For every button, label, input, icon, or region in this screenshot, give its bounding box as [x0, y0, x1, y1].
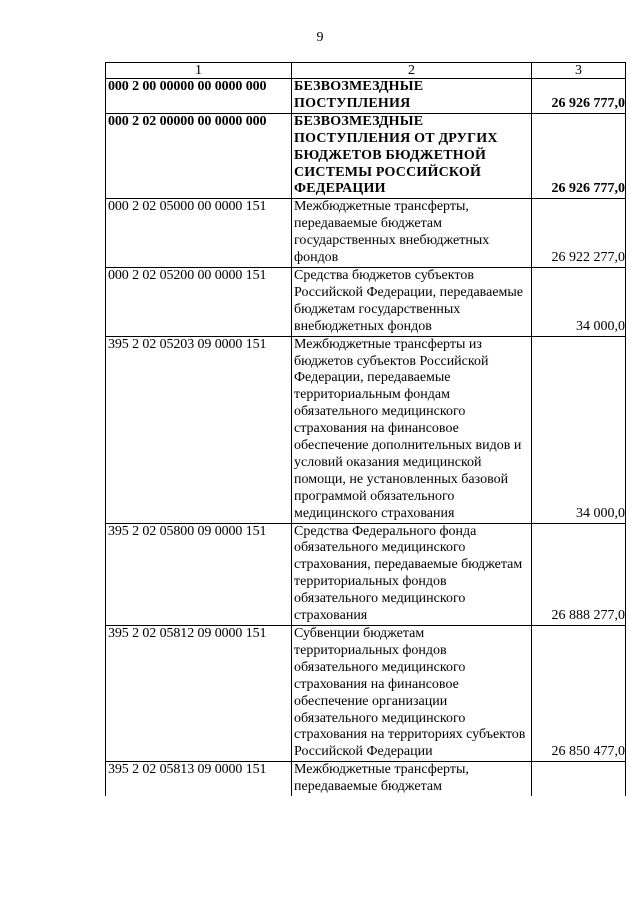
amount-cell: 26 850 477,0 — [532, 626, 626, 762]
item-name-cell: Средства бюджетов субъектов Российской Федерации, передаваемые бюджетам государственных внебюджетных фондов — [292, 267, 532, 336]
table-row — [106, 762, 626, 796]
budget-code-cell: 000 2 02 05000 00 0000 151 — [106, 199, 292, 268]
budget-code-cell: 395 2 02 05812 09 0000 151 — [106, 626, 292, 762]
amount-cell: 26 922 277,0 — [532, 199, 626, 268]
item-name-cell: Межбюджетные трансферты из бюджетов субъектов Российской Федерации, передаваемые территориальным фондам обязательного медицинского страхования на финансовое обеспечение дополнительных видов и условий оказания медицинской помощи, не установленных базовой программой обязательного медицинского страхования — [292, 336, 532, 523]
table-row — [106, 626, 626, 762]
table-header-row — [106, 63, 626, 79]
item-name-cell: Средства Федерального фонда обязательного медицинского страхования, передаваемые бюджетам территориальных фондов обязательного медицинского страхования — [292, 523, 532, 625]
column-header-sum: 3 — [532, 63, 626, 79]
page-number: 9 — [316, 30, 324, 45]
amount-cell: 26 888 277,0 — [532, 523, 626, 625]
amount-cell: 34 000,0 — [532, 267, 626, 336]
item-name-cell: БЕЗВОЗМЕЗДНЫЕ ПОСТУПЛЕНИЯ ОТ ДРУГИХ БЮДЖЕТОВ БЮДЖЕТНОЙ СИСТЕМЫ РОССИЙСКОЙ ФЕДЕРАЦИИ — [292, 113, 532, 199]
column-header-code: 1 — [106, 63, 292, 79]
table-row — [106, 523, 626, 625]
item-name-cell: Субвенции бюджетам территориальных фондов обязательного медицинского страхования на финансовое обеспечение организации обязательного медицинского страхования на территориях субъектов Российской Федерации — [292, 626, 532, 762]
budget-code-cell: 000 2 02 05200 00 0000 151 — [106, 267, 292, 336]
item-name-cell: Межбюджетные трансферты, передаваемые бюджетам государственных внебюджетных фондов — [292, 199, 532, 268]
amount-cell: 34 000,0 — [532, 336, 626, 523]
amount-cell: 26 926 777,0 — [532, 113, 626, 199]
budget-code-cell: 395 2 02 05813 09 0000 151 — [106, 762, 292, 796]
item-name-cell: БЕЗВОЗМЕЗДНЫЕ ПОСТУПЛЕНИЯ — [292, 79, 532, 114]
table-row — [106, 336, 626, 523]
table-row — [106, 199, 626, 268]
budget-code-cell: 395 2 02 05800 09 0000 151 — [106, 523, 292, 625]
column-header-name: 2 — [292, 63, 532, 79]
budget-code-cell: 000 2 02 00000 00 0000 000 — [106, 113, 292, 199]
amount-cell — [532, 762, 626, 796]
table-row — [106, 267, 626, 336]
item-name-cell: Межбюджетные трансферты, передаваемые бюджетам — [292, 762, 532, 796]
table-row — [106, 79, 626, 114]
budget-code-cell: 000 2 00 00000 00 0000 000 — [106, 79, 292, 114]
budget-code-cell: 395 2 02 05203 09 0000 151 — [106, 336, 292, 523]
table-row — [106, 113, 626, 199]
amount-cell: 26 926 777,0 — [532, 79, 626, 114]
budget-revenue-table — [105, 62, 626, 796]
